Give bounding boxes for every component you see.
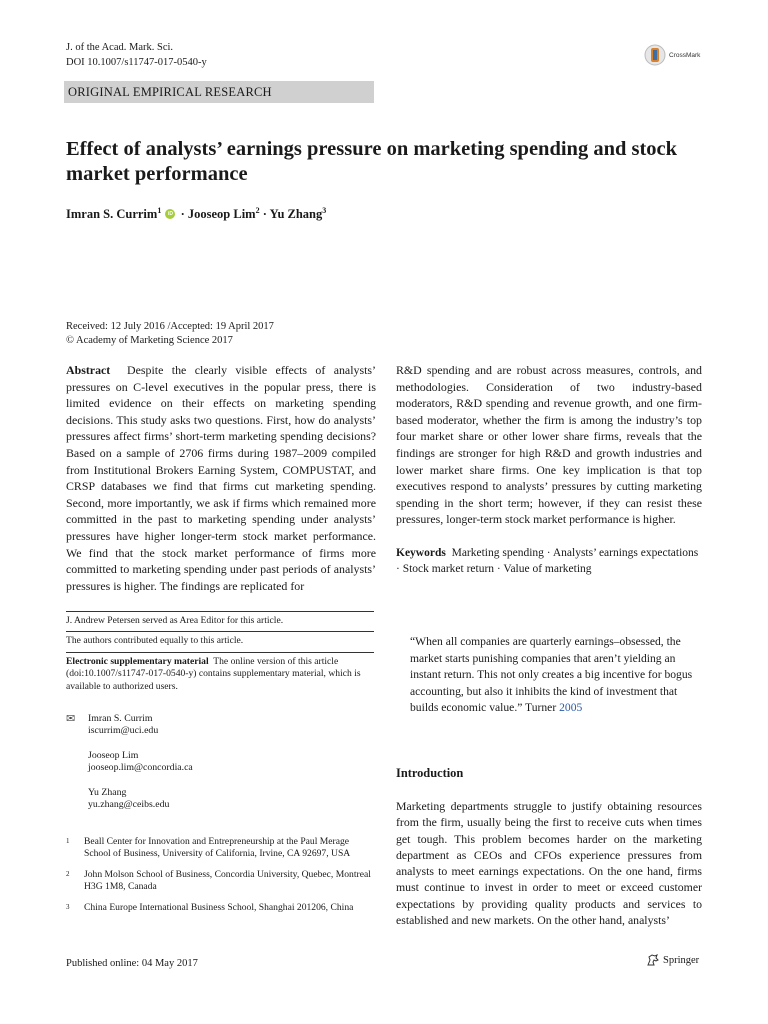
affiliation-number: 3 <box>66 902 70 911</box>
affiliation-number: 1 <box>66 837 70 845</box>
contact-email[interactable]: jooseop.lim@concordia.ca <box>88 762 193 774</box>
esm-text: The online version of this article (doi:10.1007/s11747-017-0540-y) contains supplementary material, which is available to authorized users. <box>66 655 361 692</box>
footnote-editor: J. Andrew Petersen served as Area Editor for this article. <box>66 611 374 631</box>
author-affiliation-number: 3 <box>322 206 327 215</box>
abstract-text-continued: R&D spending and are robust across measures, controls, and methodologies. Consideration of two industry-based moderators, R&D spending and revenue growth, and one firm-based moderator, whether the firm is among the industry’s top four market share or other lower share firms, reveals that the findings are stronger for high R&D and growth industries and lower market share firms. One key implication is that top executives respond to analysts’ pressures by cutting marketing spending in the short term; however, if they can resist these pressures, longer-term stock market performance is higher. <box>396 363 702 527</box>
publisher-logo <box>646 953 699 967</box>
affiliation <box>66 869 376 894</box>
orcid-icon[interactable]: iD <box>165 209 175 219</box>
author-name: Imran S. Currim <box>66 207 158 222</box>
abstract-right <box>396 362 702 528</box>
crossmark-label: CrossMark <box>669 51 701 59</box>
section-label: ORIGINAL EMPIRICAL RESEARCH <box>64 81 374 103</box>
abstract-left <box>66 362 376 594</box>
copyright: © Academy of Marketing Science 2017 <box>66 335 233 346</box>
esm-label: Electronic supplementary material <box>66 655 209 667</box>
author-affiliation-number: 1 <box>157 206 162 215</box>
published-date: Published online: 04 May 2017 <box>66 958 198 969</box>
contact-entry <box>66 713 376 738</box>
author-separator: · <box>177 207 188 222</box>
doi: DOI 10.1007/s11747-017-0540-y <box>66 57 207 68</box>
author-name: Yu Zhang <box>269 207 323 222</box>
contact-email[interactable]: yu.zhang@ceibs.edu <box>88 799 170 811</box>
envelope-icon: ✉ <box>66 713 76 725</box>
affiliation <box>66 836 376 861</box>
introduction-heading: Introduction <box>396 766 464 780</box>
author-separator: · <box>259 207 270 222</box>
journal-header <box>66 40 207 70</box>
contact-name: Imran S. Currim <box>88 713 153 724</box>
affiliation <box>66 902 376 914</box>
abstract-text: Despite the clearly visible effects of analysts’ pressures on C-level executives in the popular press, there is limited evidence on their effects on marketing spending decisions. This study asks two questions. First, how do analysts’ pressures affect firms’ short-term marketing spending decisions? Based on a sample of 2706 firms during 1987–2009 compiled from Institutional Brokers Earning System, COMPUSTAT, and CRSP databases we find that firms cut marketing spending. Second, more importantly, we ask if firms which remained more committed in the past to marketing spending under analysts’ pressures have higher longer-term stock market performance. We find that the stock market performance of firms more committed to marketing spending under past periods of analysts’ pressures is higher. The findings are replicated for <box>66 363 376 593</box>
affiliation-list <box>66 836 376 922</box>
publisher-name: Springer <box>663 954 700 966</box>
springer-horse-icon <box>646 953 660 967</box>
footnote-esm <box>66 652 374 697</box>
citation-link[interactable]: 2005 <box>559 701 583 715</box>
footnote-equal-contribution: The authors contributed equally to this article. <box>66 631 374 651</box>
contact-entry <box>66 750 376 775</box>
contact-list <box>66 713 376 823</box>
article-dates <box>66 320 274 348</box>
article-title: Effect of analysts’ earnings pressure on marketing spending and stock market performance <box>66 138 678 185</box>
contact-entry <box>66 787 376 812</box>
epigraph-quote <box>410 634 700 717</box>
contact-name: Yu Zhang <box>88 786 127 798</box>
affiliation-text: John Molson School of Business, Concordia University, Quebec, Montreal H3G 1M8, Canada <box>84 868 371 893</box>
affiliation-text: Beall Center for Innovation and Entrepreneurship at the Paul Merage School of Business, University of California, Irvine, CA 92697, USA <box>84 836 351 860</box>
contact-email[interactable]: iscurrim@uci.edu <box>88 725 159 737</box>
footnotes <box>66 611 374 697</box>
keywords-text: Marketing spending · Analysts’ earnings expectations · Stock market return · Value of marketing <box>396 547 699 575</box>
author-name: Jooseop Lim <box>187 207 256 222</box>
abstract-label: Abstract <box>66 363 111 377</box>
received-accepted: Received: 12 July 2016 /Accepted: 19 April 2017 <box>66 321 274 332</box>
crossmark-badge[interactable] <box>644 44 700 66</box>
affiliation-number: 2 <box>66 869 70 878</box>
author-list <box>66 206 326 222</box>
affiliation-text: China Europe International Business School, Shanghai 201206, China <box>84 901 354 913</box>
journal-name: J. of the Acad. Mark. Sci. <box>66 42 174 53</box>
keywords-label: Keywords <box>396 547 446 559</box>
introduction-text: Marketing departments struggle to justify obtaining resources from the firm, usually being the first to receive cuts when times get tough. This problem becomes harder on the marketing department as CEOs and CFOs experience pressures from analysts to meet earnings expectations. On the one hand, firms must continue to invest in order to meet or exceed customer expectations by providing quality products and services to established and new markets. On the other hand, analysts’ <box>396 799 702 928</box>
crossmark-icon <box>644 44 666 66</box>
author-affiliation-number: 2 <box>255 206 260 215</box>
quote-text: “When all companies are quarterly earnings–obsessed, the market starts punishing companies that aren’t yielding an instant return. This not only creates a big incentive for bogus accounting, but also it inhibits the kind of investment that builds economic value.” Turner <box>410 635 693 715</box>
contact-name: Jooseop Lim <box>88 749 139 761</box>
keywords <box>396 545 702 577</box>
